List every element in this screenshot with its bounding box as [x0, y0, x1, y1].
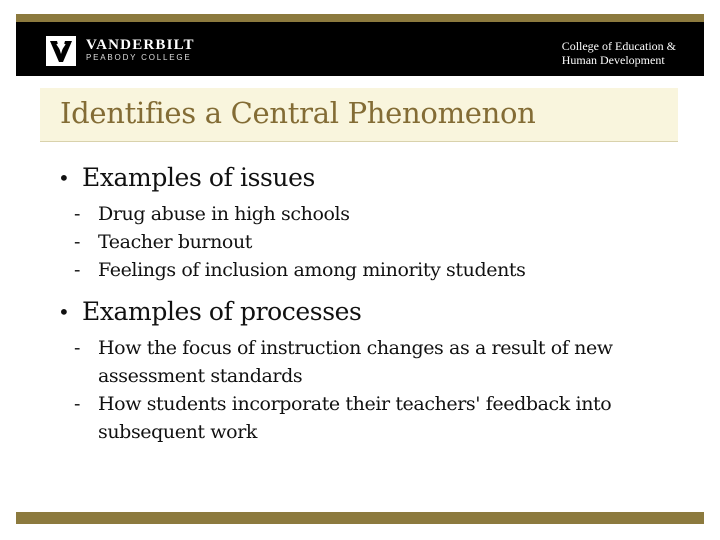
list-item-text: How students incorporate their teachers' feedback into subsequent work [98, 393, 612, 443]
slide-title: Identifies a Central Phenomenon [60, 96, 536, 130]
slide-content [56, 160, 676, 450]
issues-list [56, 200, 676, 284]
logo-wordmark [86, 38, 195, 63]
section-heading-text: Examples of processes [82, 297, 362, 326]
list-item-text: Feelings of inclusion among minority students [98, 259, 526, 281]
college-line-2: Human Development [561, 53, 665, 67]
title-band [40, 88, 678, 142]
dash-glyph: - [74, 259, 81, 281]
list-item [74, 228, 676, 256]
bottom-gold-rule [16, 512, 704, 524]
college-name [562, 39, 676, 67]
header-bar [16, 22, 704, 76]
dash-glyph: - [74, 393, 81, 415]
list-item [74, 256, 676, 284]
list-item-text: Drug abuse in high schools [98, 203, 350, 225]
college-line-1: College of Education & [561, 39, 676, 53]
section-heading-issues [56, 160, 676, 196]
list-item-text: How the focus of instruction changes as a result of new assessment standards [98, 337, 613, 387]
list-item [74, 334, 676, 390]
bullet-glyph: • [58, 166, 70, 190]
processes-list [56, 334, 676, 446]
list-item [74, 390, 676, 446]
bullet-glyph: • [58, 300, 70, 324]
list-item-text: Teacher burnout [98, 231, 253, 253]
dash-glyph: - [74, 337, 81, 359]
dash-glyph: - [74, 231, 81, 253]
logo-name: VANDERBILT [86, 37, 195, 53]
logo-subtitle: PEABODY COLLEGE [86, 53, 192, 62]
section-heading-text: Examples of issues [82, 163, 315, 192]
section-heading-processes [56, 294, 676, 330]
vanderbilt-logo-icon [46, 36, 76, 66]
list-item [74, 200, 676, 228]
top-gold-rule [16, 14, 704, 22]
dash-glyph: - [74, 203, 81, 225]
